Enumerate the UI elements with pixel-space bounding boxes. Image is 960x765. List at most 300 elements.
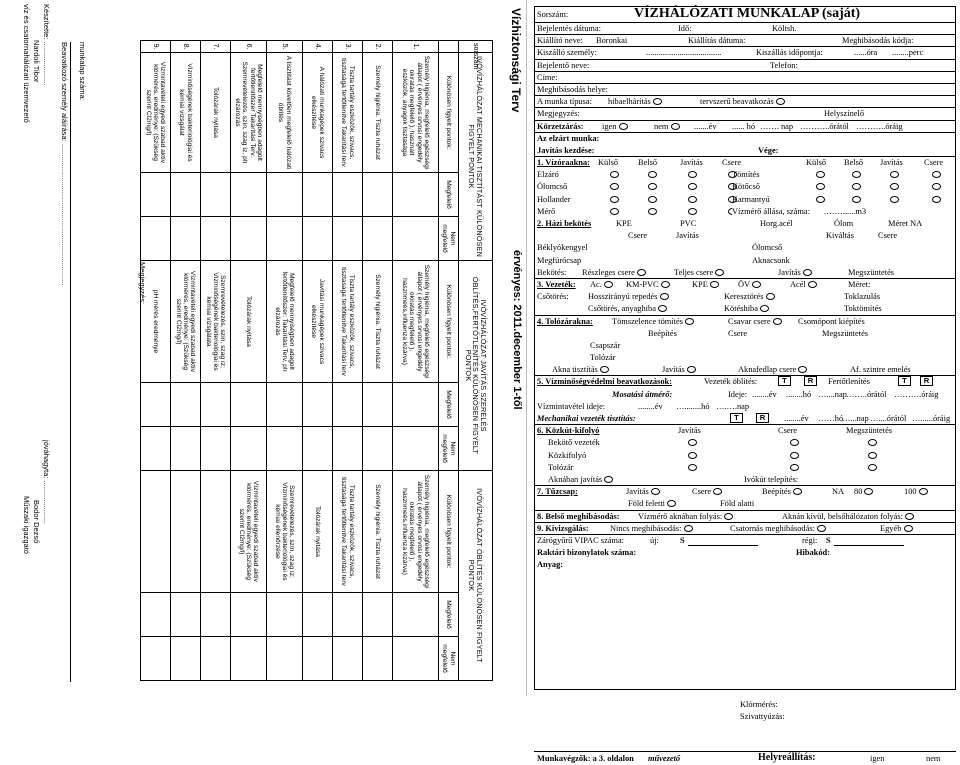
- row-number: 7.: [201, 41, 231, 53]
- not-ok-checkbox[interactable]: [333, 637, 363, 681]
- address-label: Címe:: [537, 72, 558, 82]
- s5-mech-day[interactable]: …...nap: [842, 414, 869, 423]
- approved-by-role: Műszaki igazgató: [22, 496, 31, 554]
- table-row: [141, 41, 171, 261]
- not-ok-checkbox[interactable]: [201, 427, 231, 471]
- s6-drinking-fountain[interactable]: Ivókút telepítés:: [744, 474, 799, 484]
- row-s5-mech: [534, 413, 956, 425]
- seal-new-field[interactable]: [688, 545, 758, 546]
- issue-date-label: Kiállítás dátuma:: [688, 36, 746, 46]
- radio-circle-icon[interactable]: [688, 182, 697, 192]
- s5-mech-r[interactable]: R: [756, 413, 769, 423]
- checkpoint-text: Személy higiénia, megfelelő egészségi állapot ( érvényes orvosi engedély okiratás megfelelő ), használt eszközök, anyagok tisztasága: [393, 53, 439, 173]
- row-s6-item: [534, 450, 956, 462]
- ok-checkbox[interactable]: [363, 383, 393, 427]
- s4-repair[interactable]: Javítás: [662, 365, 696, 375]
- s4-install: Beépítés: [648, 328, 677, 338]
- checkpoint-text: Szemrevételezés, szín, szag íz; Vízminőségének bakteriológiai és kémiai vizsgálata: [201, 261, 231, 383]
- group2-sub: Különösen figyelt pontok:: [439, 261, 459, 383]
- radio-circle-icon[interactable]: [687, 366, 696, 373]
- table-row: [393, 261, 439, 471]
- radio-circle-icon[interactable]: [904, 525, 913, 532]
- ok-checkbox[interactable]: [231, 383, 267, 427]
- row-number: 9.: [141, 41, 171, 53]
- radio-circle-icon[interactable]: [803, 269, 812, 276]
- group3-heading: IVÓVÍZHÁLÓZAT ÖBLÍTÉS KÜLÖNÖSEN FIGYELT PONTOK: [459, 471, 493, 681]
- checklist-table-cleaning: [140, 40, 493, 261]
- s1-inner: Belső: [638, 158, 658, 168]
- remark-label: Megjegyzés:: [138, 262, 147, 305]
- not-ok-checkbox[interactable]: [303, 637, 333, 681]
- not-ok-checkbox[interactable]: [393, 427, 439, 471]
- s5-time-label: Ideje:: [728, 389, 748, 399]
- fault-code-label: Meghibásodás kódja:: [842, 36, 914, 46]
- s5-mech-from[interactable]: …....órától: [870, 414, 907, 423]
- table-row: [267, 41, 303, 261]
- ok-checkbox[interactable]: [303, 593, 333, 637]
- table-row: [201, 471, 231, 681]
- s7-repair[interactable]: Javítás: [626, 487, 660, 497]
- seal-old-field[interactable]: [834, 545, 904, 546]
- hour-field[interactable]: ......óra: [854, 48, 878, 58]
- radio-circle-icon[interactable]: [688, 195, 697, 205]
- checkpoint-text: Szemrevételezés, szín, szag íz; Vízminőségének bakteriológiai és kémiai ellenőrzése: [267, 471, 303, 593]
- s7-below[interactable]: Föld alatti: [720, 499, 755, 509]
- radio-circle-icon[interactable]: [932, 182, 941, 192]
- row-pumping: [534, 711, 956, 751]
- row-s6-item: [534, 437, 956, 449]
- radio-circle-icon[interactable]: [688, 463, 697, 473]
- checkpoint-text: Vízmintavételi egyedi szabad aktív klórmérés, eredménye: (Szükség szerint Cl2mg/l): [231, 471, 267, 593]
- s6-replace: Csere: [778, 426, 798, 436]
- radio-circle-icon[interactable]: [713, 488, 722, 495]
- s5-disinfect-r[interactable]: R: [920, 376, 933, 386]
- s2-galv: Horg.acél: [760, 219, 793, 228]
- ok-checkbox[interactable]: [201, 173, 231, 217]
- s4-bolt[interactable]: Csavar csere: [728, 317, 782, 327]
- row-footer: [534, 751, 956, 765]
- not-ok-checkbox[interactable]: [333, 217, 363, 261]
- not-ok-checkbox[interactable]: [393, 217, 439, 261]
- radio-circle-icon[interactable]: [688, 438, 697, 448]
- radio-circle-icon[interactable]: [637, 269, 646, 276]
- repair-end-label: Vége:: [758, 145, 779, 155]
- radio-circle-icon[interactable]: [667, 500, 676, 507]
- ok-checkbox[interactable]: [231, 173, 267, 217]
- not-ok-checkbox[interactable]: [171, 217, 201, 261]
- row-s2-ops: [534, 230, 956, 242]
- row-s6-well: [534, 474, 956, 486]
- s5-mech-month[interactable]: ……hó: [818, 414, 844, 423]
- row-number: 8.: [171, 41, 201, 53]
- s1-inner-2: Belső: [844, 158, 864, 168]
- row-work-type: [534, 96, 956, 108]
- ok-checkbox[interactable]: [333, 173, 363, 217]
- not-ok-checkbox[interactable]: [267, 637, 303, 681]
- radio-circle-icon[interactable]: [760, 305, 769, 312]
- radio-circle-icon[interactable]: [648, 170, 657, 180]
- table-row: [393, 41, 439, 261]
- ok-checkbox[interactable]: [267, 593, 303, 637]
- s1-sleeve-label: Karmantyú: [732, 194, 770, 204]
- table-row: [363, 261, 393, 471]
- not-ok-checkbox[interactable]: [231, 427, 267, 471]
- ok-checkbox[interactable]: [201, 383, 231, 427]
- s5-day[interactable]: …....nap: [818, 389, 847, 399]
- checkpoint-text: pH mérés eredménye: [141, 261, 171, 383]
- s9-no-fault[interactable]: Nincs meghibásodás:: [610, 524, 693, 534]
- s5-from[interactable]: ……..órától: [846, 389, 887, 399]
- zone-day[interactable]: ……. nap: [760, 121, 794, 131]
- table-row: [141, 471, 171, 681]
- radio-circle-icon[interactable]: [864, 488, 873, 495]
- radio-circle-icon[interactable]: [685, 318, 694, 325]
- group1-heading: IVÓVÍZHÁLÓZAT MECHANIKAI TISZTÍTÁST KÜLÖNÖSEN FIGYELT PONTOK: [459, 53, 493, 261]
- radio-circle-icon[interactable]: [776, 98, 785, 105]
- foreman-label: művezető: [648, 754, 681, 764]
- s5-flush-diameter: Mosatási átmérő:: [612, 389, 673, 399]
- s5-mech-label: Mechanikai vezeték tisztítás:: [537, 414, 636, 423]
- ok-checkbox[interactable]: [363, 173, 393, 217]
- radio-circle-icon[interactable]: [919, 488, 928, 495]
- not-ok-checkbox[interactable]: [333, 427, 363, 471]
- s4-gland[interactable]: Tömszelence tömítés: [612, 317, 694, 327]
- radio-circle-icon[interactable]: [610, 182, 619, 192]
- s7-above[interactable]: Föld feletti: [628, 499, 676, 509]
- s6-repair: Javítás: [678, 426, 701, 436]
- s2-lead-pipe: Ólomcső: [752, 243, 783, 253]
- radio-circle-icon[interactable]: [773, 318, 782, 325]
- s4-title: 4. Tolózáraknа:: [537, 316, 593, 326]
- not-ok-checkbox[interactable]: [171, 637, 201, 681]
- radio-circle-icon[interactable]: [790, 438, 799, 448]
- row-s1-item: [534, 181, 956, 193]
- radio-circle-icon[interactable]: [610, 195, 619, 205]
- s4-node[interactable]: Csomópont kiépítés: [798, 316, 865, 326]
- not-ok-checkbox[interactable]: [231, 637, 267, 681]
- row-s5-header: [534, 376, 956, 388]
- ok-checkbox[interactable]: [267, 383, 303, 427]
- zone-to-hour[interactable]: ………..óráig: [856, 121, 903, 131]
- s7-100[interactable]: 100: [904, 487, 928, 497]
- ok-checkbox[interactable]: [171, 383, 201, 427]
- s2-full[interactable]: Teljes csere: [674, 268, 724, 278]
- row-s2-a: [534, 242, 956, 254]
- radio-circle-icon[interactable]: [932, 170, 941, 180]
- ok-checkbox[interactable]: [267, 173, 303, 217]
- zone-year[interactable]: .......év: [694, 121, 717, 131]
- ok-checkbox[interactable]: [333, 593, 363, 637]
- phone-label: Telefon:: [770, 60, 798, 70]
- not-ok-checkbox[interactable]: [171, 427, 201, 471]
- zone-closure-label: Körzetzárás:: [537, 121, 584, 131]
- radio-circle-icon[interactable]: [610, 170, 619, 180]
- row-s1-item: [534, 194, 956, 206]
- row-s8: [534, 511, 956, 523]
- not-ok-checkbox[interactable]: [363, 637, 393, 681]
- row-remark: [534, 108, 956, 120]
- s3-joint-loose[interactable]: Toklazulás: [844, 292, 881, 302]
- radio-circle-icon[interactable]: [710, 281, 719, 288]
- s4-termination: Megszüntetés: [822, 328, 869, 338]
- radio-circle-icon[interactable]: [752, 281, 761, 288]
- group1-col-nok: Nem megfelelő: [439, 217, 459, 261]
- checkpoint-text: Vízminőségének bakteriológiai és kémiai vizsgálat: [171, 53, 201, 173]
- not-ok-checkbox[interactable]: [201, 637, 231, 681]
- s3-joint-defect[interactable]: Kötéshiba: [724, 304, 769, 314]
- s3-cross[interactable]: Keresztörés: [724, 292, 775, 302]
- group3-sub: Különösen figyelt pontok:: [439, 471, 459, 593]
- not-ok-checkbox[interactable]: [393, 637, 439, 681]
- opt-troubleshoot[interactable]: hibaelhárítás: [608, 97, 662, 107]
- dispatch-person-dots[interactable]: ....................................: [646, 48, 722, 58]
- radio-circle-icon[interactable]: [890, 182, 899, 192]
- ok-checkbox[interactable]: [363, 593, 393, 637]
- s5-sample-month[interactable]: …........hó: [676, 401, 710, 411]
- ok-checkbox[interactable]: [393, 383, 439, 427]
- s2-substitute: Kiváltás: [826, 231, 854, 241]
- s1-outer: Külső: [598, 158, 619, 168]
- dispatch-time-label: Kiszállás időpontja:: [756, 48, 823, 58]
- not-ok-checkbox[interactable]: [267, 427, 303, 471]
- s5-mech-to[interactable]: …......óráig: [912, 414, 951, 423]
- checkpoint-text: Személy higiénia, megfelelő egészségi állapot ( érvényes orvosi engedély okiratás megfelelő ), hasznmeés,influenza kizárva): [393, 261, 439, 383]
- s6-valve-label: Tolózár: [548, 462, 574, 472]
- meter-reading-field[interactable]: .……......m3: [824, 206, 867, 216]
- table-row: [231, 41, 267, 261]
- ok-checkbox[interactable]: [303, 383, 333, 427]
- radio-circle-icon[interactable]: [852, 170, 861, 180]
- group2-col-nok: Nem megfelelő: [439, 427, 459, 471]
- radio-circle-icon[interactable]: [684, 525, 693, 532]
- radio-circle-icon[interactable]: [653, 98, 662, 105]
- radio-circle-icon[interactable]: [905, 513, 914, 520]
- radio-circle-icon[interactable]: [890, 195, 899, 205]
- not-ok-checkbox[interactable]: [363, 217, 393, 261]
- checkpoint-text: Javítási munkagépek szivacs elkészítése: [303, 261, 333, 383]
- radio-circle-icon[interactable]: [766, 293, 775, 300]
- radio-circle-icon[interactable]: [852, 195, 861, 205]
- radio-circle-icon[interactable]: [790, 463, 799, 473]
- s4-lid-replace[interactable]: Aknafedlap csere: [738, 365, 807, 375]
- s2-repair: Javítás: [676, 231, 699, 241]
- s3-material-defect[interactable]: Csőtörés, anyaghiba: [588, 304, 667, 314]
- s5-flush-r[interactable]: R: [804, 376, 817, 386]
- radio-circle-icon[interactable]: [852, 182, 861, 192]
- remark-label: Megjegyzés:: [537, 109, 580, 119]
- s3-kpe[interactable]: KPE: [692, 280, 719, 290]
- radio-circle-icon[interactable]: [868, 451, 877, 461]
- s6-standpipe-label: Közkifolyó: [548, 450, 587, 460]
- row-issuer: [534, 35, 956, 47]
- radio-circle-icon[interactable]: [816, 182, 825, 192]
- table-row: [303, 41, 333, 261]
- s3-ov[interactable]: ÖV: [738, 280, 761, 290]
- radio-circle-icon[interactable]: [817, 525, 826, 532]
- radio-circle-icon[interactable]: [688, 170, 697, 180]
- radio-circle-icon[interactable]: [661, 281, 670, 288]
- radio-circle-icon[interactable]: [671, 123, 680, 130]
- ok-checkbox[interactable]: [393, 593, 439, 637]
- table-row: [171, 261, 201, 471]
- table-row: [267, 261, 303, 471]
- radio-circle-icon[interactable]: [648, 207, 657, 217]
- table-row: [363, 41, 393, 261]
- s2-kpe: KPE: [616, 219, 632, 228]
- radio-circle-icon[interactable]: [604, 476, 613, 483]
- issuer-value[interactable]: Boronkai: [596, 36, 628, 46]
- s5-sample-year[interactable]: ........év: [638, 401, 663, 411]
- s1-seal-label: Tömítés: [732, 170, 760, 180]
- checkpoint-text: Vízmintavételi egyedi szabad aktív klórmérés, eredménye: (Szükség szerint Cl2mg/l): [141, 53, 171, 173]
- radio-circle-icon[interactable]: [658, 305, 667, 312]
- radio-circle-icon[interactable]: [790, 451, 799, 461]
- row-number: 2.: [363, 41, 393, 53]
- radio-circle-icon[interactable]: [890, 170, 899, 180]
- ok-checkbox[interactable]: [393, 173, 439, 217]
- s2-termination[interactable]: Megszüntetés: [848, 267, 895, 277]
- not-ok-checkbox[interactable]: [141, 427, 171, 471]
- zone-no[interactable]: nem: [654, 122, 680, 132]
- s5-flush-label: Vezeték öblítés:: [704, 377, 758, 387]
- s3-ac[interactable]: Ac.: [590, 280, 613, 290]
- not-ok-checkbox[interactable]: [201, 217, 231, 261]
- s4-manhole-clean[interactable]: Akna tisztítás: [552, 365, 609, 375]
- s9-sewer[interactable]: Csatornás meghibásodás:: [730, 524, 826, 534]
- radio-circle-icon[interactable]: [816, 195, 825, 205]
- radio-circle-icon[interactable]: [715, 269, 724, 276]
- radio-circle-icon[interactable]: [816, 170, 825, 180]
- ok-checkbox[interactable]: [141, 593, 171, 637]
- worksheet-number-label: munkalap száma:: [78, 42, 87, 101]
- s3-longitudinal[interactable]: Hosszirányú repedés: [588, 292, 669, 302]
- s3-joint-seal[interactable]: Toktömítés: [844, 304, 882, 314]
- s3-acel[interactable]: Acél: [790, 280, 817, 290]
- radio-circle-icon[interactable]: [932, 195, 941, 205]
- s7-replace[interactable]: Csere: [692, 487, 722, 497]
- s4-stem: Csapszár: [590, 340, 621, 350]
- s9-other[interactable]: Egyéb: [880, 524, 913, 534]
- ok-checkbox[interactable]: [303, 173, 333, 217]
- zone-from-hour[interactable]: ………..órától: [800, 121, 849, 131]
- s5-disinfect-t[interactable]: T: [898, 376, 911, 386]
- s5-mech-t[interactable]: T: [730, 413, 743, 423]
- row-number: 3.: [333, 41, 363, 53]
- table-row: [171, 471, 201, 681]
- s9-title: 9. Kivizsgálás:: [537, 523, 589, 533]
- s1-lead-pipe-label: Ólomcső: [537, 182, 568, 192]
- zone-month[interactable]: ...... hó: [732, 121, 756, 131]
- opt-planned[interactable]: tervszerű beavatkozás: [700, 97, 785, 107]
- reporter-label: Bejelentő neve:: [537, 60, 590, 70]
- radio-circle-icon[interactable]: [604, 281, 613, 288]
- restoration-no[interactable]: nem: [926, 754, 941, 764]
- s1-replace: Csere: [722, 158, 742, 168]
- s8-meter-leak[interactable]: Vízmérő aknában folyás:: [638, 512, 733, 522]
- restoration-yes[interactable]: igen: [870, 754, 885, 764]
- s1-valve-label: Elzáró: [537, 170, 559, 180]
- s5-year[interactable]: ........év: [752, 389, 777, 399]
- s2-manhole-stub: Aknacsonk: [752, 255, 790, 265]
- not-ok-checkbox[interactable]: [303, 217, 333, 261]
- radio-circle-icon[interactable]: [724, 513, 733, 520]
- s8-title: 8. Belső meghibásodás:: [537, 511, 620, 521]
- radio-circle-icon[interactable]: [688, 451, 697, 461]
- radio-circle-icon[interactable]: [610, 207, 619, 217]
- table-row: [303, 471, 333, 681]
- checkpoint-text: Személy higiénia. Tiszta ruházat: [363, 261, 393, 383]
- s3-km[interactable]: KM-PVC: [626, 280, 670, 290]
- ok-checkbox[interactable]: [333, 383, 363, 427]
- ok-checkbox[interactable]: [141, 173, 171, 217]
- radio-circle-icon[interactable]: [619, 123, 628, 130]
- row-s6-item: [534, 462, 956, 474]
- ok-checkbox[interactable]: [171, 593, 201, 637]
- row-warehouse: [534, 547, 956, 559]
- s5-flush-t[interactable]: T: [778, 376, 791, 386]
- s7-install[interactable]: Beépítés: [762, 487, 802, 497]
- row-s5-flush: [534, 389, 956, 401]
- not-ok-checkbox[interactable]: [267, 217, 303, 261]
- s2-clamp: Béklyókengyel: [537, 243, 588, 253]
- minute-field[interactable]: ........perc: [892, 48, 924, 58]
- radio-circle-icon[interactable]: [798, 366, 807, 373]
- radio-circle-icon[interactable]: [660, 293, 669, 300]
- s5-to[interactable]: ……….óráig: [894, 389, 939, 399]
- s5-sample-day[interactable]: ….….nap: [716, 401, 750, 411]
- not-ok-checkbox[interactable]: [231, 217, 267, 261]
- radio-circle-icon[interactable]: [651, 488, 660, 495]
- not-ok-checkbox[interactable]: [303, 427, 333, 471]
- ok-checkbox[interactable]: [141, 383, 171, 427]
- s7-80[interactable]: 80: [854, 487, 873, 497]
- radio-circle-icon[interactable]: [868, 463, 877, 473]
- radio-circle-icon[interactable]: [648, 195, 657, 205]
- radio-circle-icon[interactable]: [648, 182, 657, 192]
- ok-checkbox[interactable]: [231, 593, 267, 637]
- not-ok-checkbox[interactable]: [141, 217, 171, 261]
- radio-circle-icon[interactable]: [688, 207, 697, 217]
- s5-month[interactable]: ........hó: [786, 389, 812, 399]
- checklist-table-flushing: [140, 470, 493, 681]
- not-ok-checkbox[interactable]: [141, 637, 171, 681]
- zone-yes[interactable]: igen: [602, 122, 628, 132]
- radio-circle-icon[interactable]: [793, 488, 802, 495]
- s5-title: 5. Vízminőségvédelmi beavatkozások:: [537, 377, 673, 387]
- ok-checkbox[interactable]: [171, 173, 201, 217]
- checkpoint-text: Személy higiénia. Tiszta ruházat: [363, 471, 393, 593]
- radio-circle-icon[interactable]: [600, 366, 609, 373]
- checkpoint-text: Tiszta tartály eszközök, szivacs, tisztasága fertőtlenítve Takarítási terv: [333, 261, 363, 383]
- not-ok-checkbox[interactable]: [363, 427, 393, 471]
- row-s5-sample: [534, 401, 956, 413]
- ok-checkbox[interactable]: [201, 593, 231, 637]
- row-dispatch: [534, 47, 956, 59]
- s8-internal-leak[interactable]: Aknán kívül, belsőhálózaton folyás:: [782, 512, 914, 522]
- radio-circle-icon[interactable]: [808, 281, 817, 288]
- s1-meter-label: Mérő: [537, 206, 556, 216]
- checkpoint-text: Tiszta tartály eszközök, szivacs, tisztasága fertőtlenítve Takarítási terv: [333, 53, 363, 173]
- s4-lid-level[interactable]: Af. szintre emelés: [850, 365, 911, 375]
- s5-mech-year[interactable]: ........év: [784, 414, 809, 423]
- s2-repair-opt[interactable]: Javítás: [778, 268, 812, 278]
- s2-partial[interactable]: Részleges csere: [582, 268, 646, 278]
- s6-manhole-repair[interactable]: Aknában javítás: [548, 475, 613, 485]
- row-s4-header: [534, 316, 956, 328]
- radio-circle-icon[interactable]: [868, 438, 877, 448]
- row-s4-ops: [534, 328, 956, 340]
- fault-code2-label: Hibakód:: [796, 548, 830, 558]
